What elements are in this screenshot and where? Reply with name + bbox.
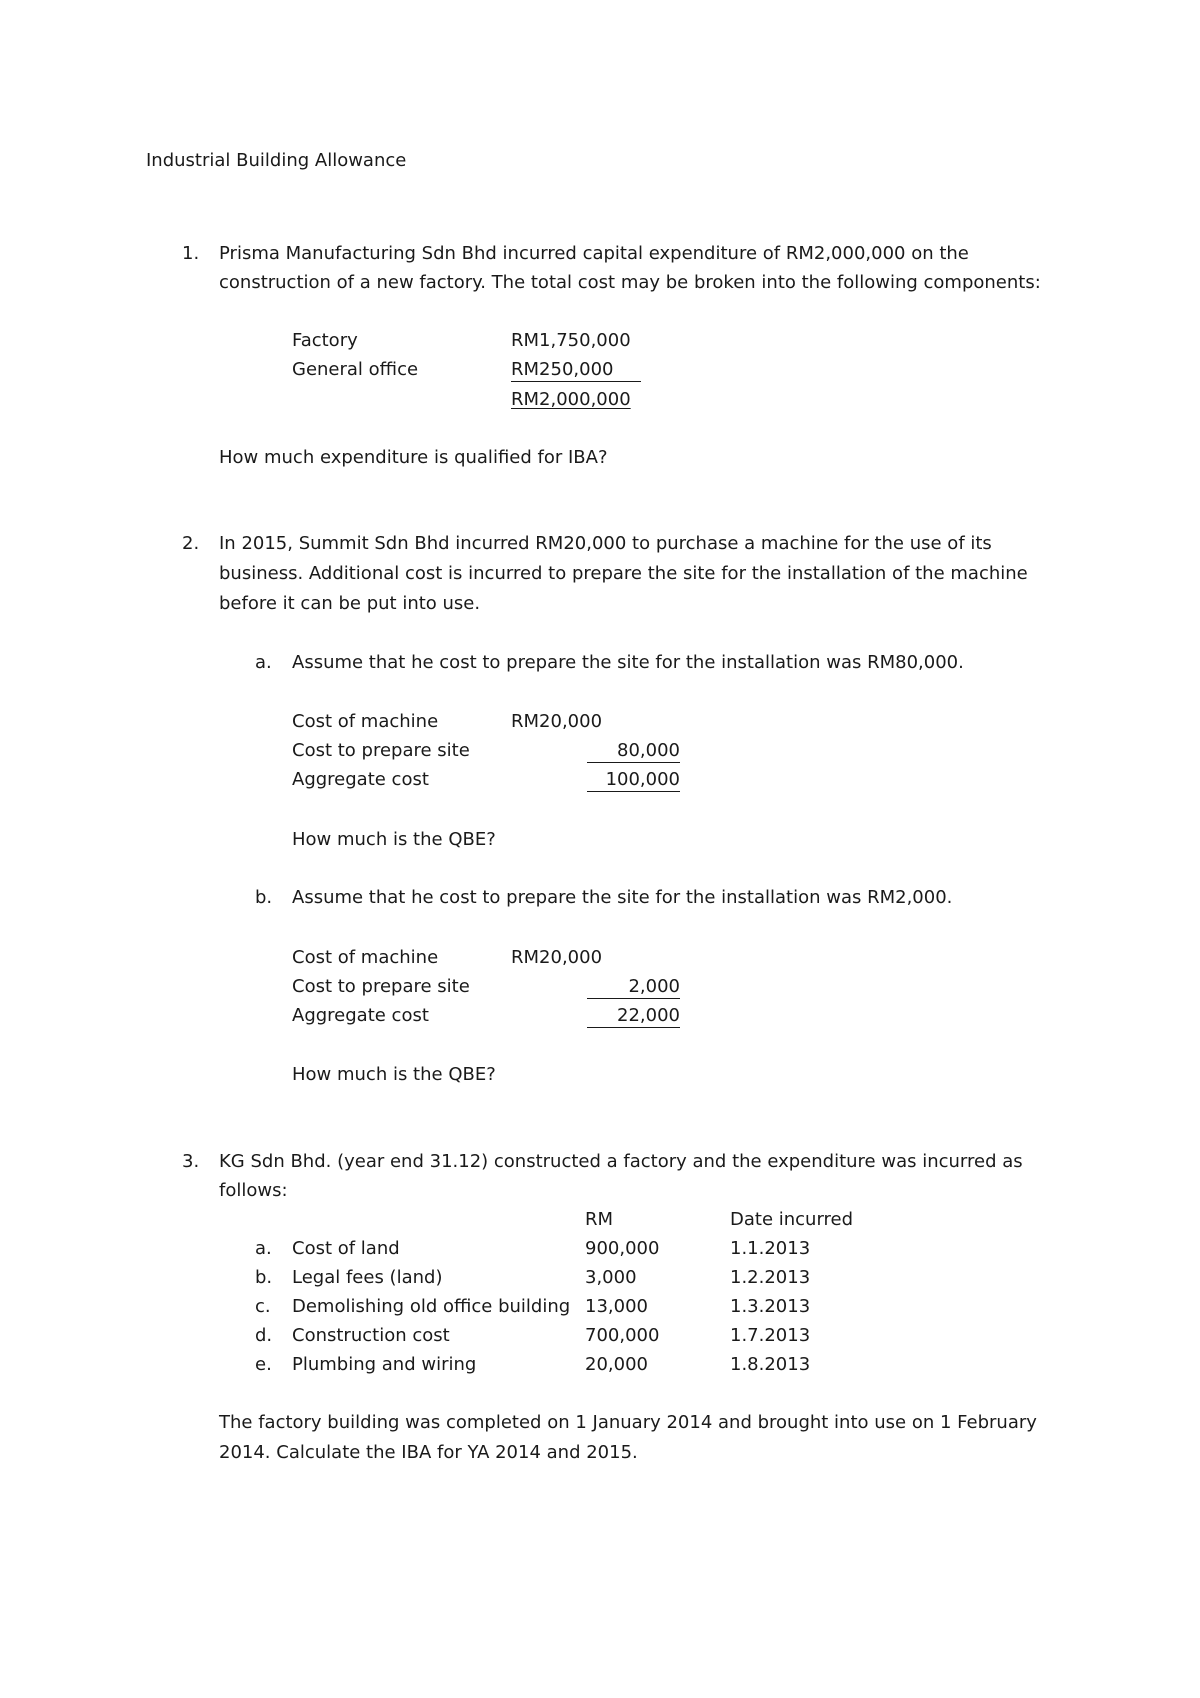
q3-item-letter: e. [255,1354,272,1375]
q2b-letter: b. [255,887,273,908]
q1-row-value: RM250,000 [511,359,614,380]
q2a-row-value: 80,000 [587,740,680,763]
q2-number: 2. [182,533,200,554]
q2b-row-value: RM20,000 [511,947,603,968]
q3-item-rm: 20,000 [585,1354,648,1375]
q2b-row-value: 2,000 [587,976,680,999]
q3-item-label: Demolishing old office building [292,1296,571,1317]
q3-text-line1: KG Sdn Bhd. (year end 31.12) constructed a factory and the expenditure was incurred as [219,1151,1023,1172]
q2b-row-label: Cost of machine [292,947,439,968]
q3-item-rm: 13,000 [585,1296,648,1317]
q1-row-label: General office [292,359,419,380]
q3-number: 3. [182,1151,200,1172]
q2a-question: How much is the QBE? [292,829,496,850]
q3-item-date: 1.7.2013 [730,1325,811,1346]
q3-item-letter: d. [255,1325,273,1346]
q2b-text: Assume that he cost to prepare the site for the installation was RM2,000. [292,887,953,908]
q2a-letter: a. [255,652,272,673]
q1-text-line1: Prisma Manufacturing Sdn Bhd incurred capital expenditure of RM2,000,000 on the [219,243,969,264]
q3-item-label: Construction cost [292,1325,450,1346]
q2a-row-value: 100,000 [587,769,680,792]
q2a-text: Assume that he cost to prepare the site for the installation was RM80,000. [292,652,964,673]
q3-text-line2: follows: [219,1180,288,1201]
q3-item-rm: 3,000 [585,1267,637,1288]
q3-item-date: 1.1.2013 [730,1238,811,1259]
q1-subtotal-rule [511,381,641,382]
q1-row-label: Factory [292,330,358,351]
q2b-row-label: Aggregate cost [292,1005,429,1026]
q3-closing-line1: The factory building was completed on 1 January 2014 and brought into use on 1 February [219,1412,1037,1433]
q3-item-date: 1.8.2013 [730,1354,811,1375]
q3-item-rm: 900,000 [585,1238,660,1259]
q1-number: 1. [182,243,200,264]
q3-item-label: Plumbing and wiring [292,1354,477,1375]
q2b-question: How much is the QBE? [292,1064,496,1085]
q1-question: How much expenditure is qualified for IBA? [219,447,608,468]
q3-item-date: 1.3.2013 [730,1296,811,1317]
q2b-row-value: 22,000 [587,1005,680,1028]
q2-text-line1: In 2015, Summit Sdn Bhd incurred RM20,000 to purchase a machine for the use of its [219,533,992,554]
q1-text-line2: construction of a new factory. The total cost may be broken into the following components: [219,272,1041,293]
page-title: Industrial Building Allowance [146,150,407,171]
q2-text-line3: before it can be put into use. [219,593,481,614]
q3-item-label: Legal fees (land) [292,1267,443,1288]
q1-row-value: RM1,750,000 [511,330,631,351]
q3-item-date: 1.2.2013 [730,1267,811,1288]
q3-col-rm-header: RM [585,1209,614,1230]
q2a-row-label: Aggregate cost [292,769,429,790]
q3-item-letter: a. [255,1238,272,1259]
q3-item-rm: 700,000 [585,1325,660,1346]
q2a-row-label: Cost to prepare site [292,740,470,761]
q3-item-letter: c. [255,1296,271,1317]
q1-total: RM2,000,000 [511,389,631,410]
q2a-row-value: RM20,000 [511,711,603,732]
q2a-row-label: Cost of machine [292,711,439,732]
q3-closing-line2: 2014. Calculate the IBA for YA 2014 and 2015. [219,1442,638,1463]
q3-col-date-header: Date incurred [730,1209,854,1230]
q2b-row-label: Cost to prepare site [292,976,470,997]
q3-item-letter: b. [255,1267,273,1288]
q2-text-line2: business. Additional cost is incurred to prepare the site for the installation of the machine [219,563,1028,584]
q3-item-label: Cost of land [292,1238,400,1259]
